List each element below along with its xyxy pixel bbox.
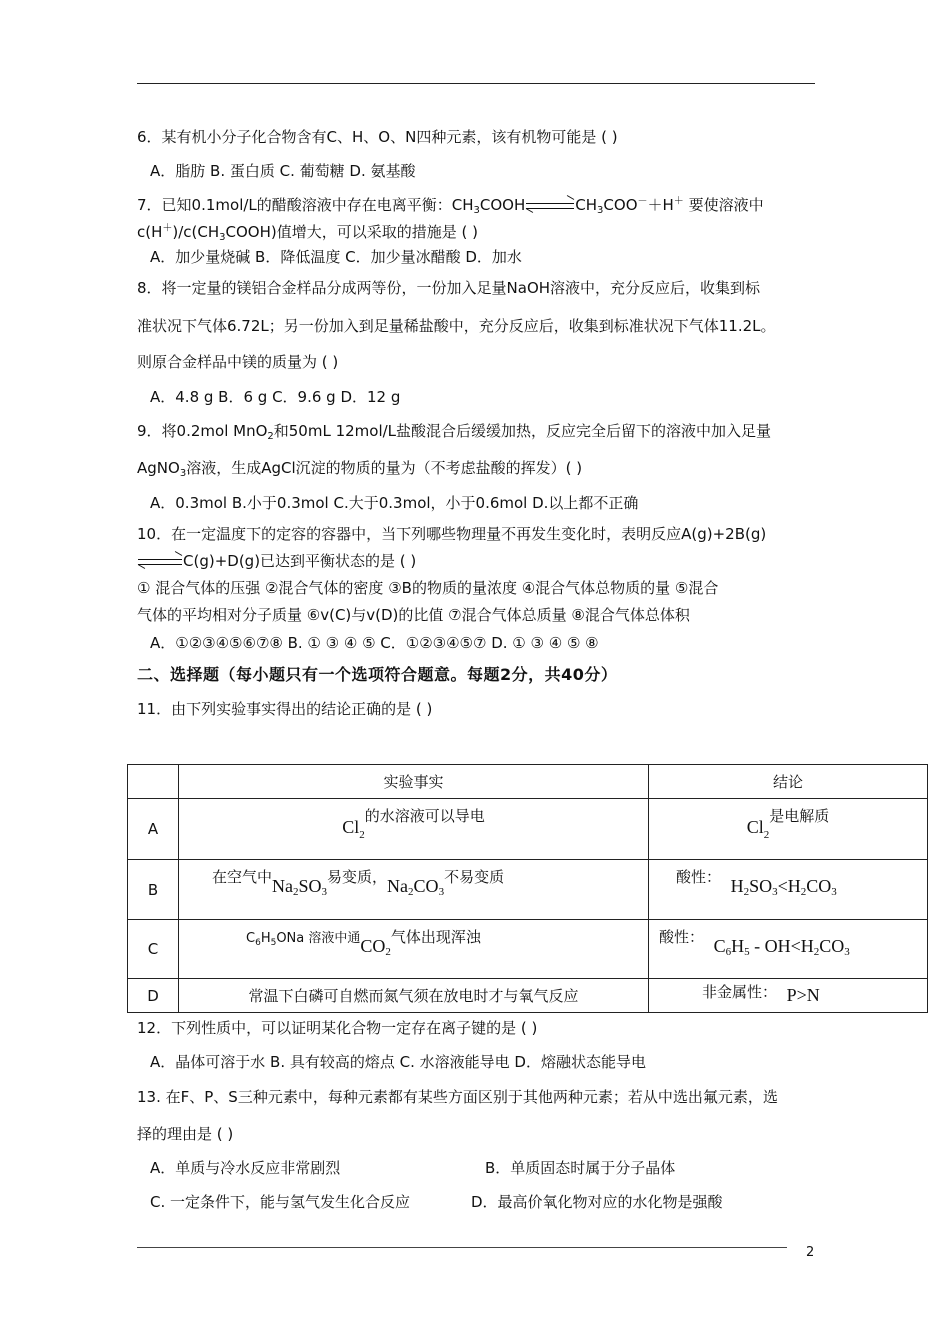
q10-line1: 10．在一定温度下的定容的容器中，当下列哪些物理量不再发生变化时，表明反应A(g)+2B(g) <box>137 525 767 543</box>
q10-line2: C(g)+D(g)已达到平衡状态的是 ( ) <box>137 551 416 571</box>
q8-line3: 则原合金样品中镁的质量为 ( ) <box>137 353 339 371</box>
q8-line2: 准状况下气体6.72L；另一份加入到足量稀盐酸中，充分反应后，收集到标准状况下气体11.2L。 <box>137 317 776 335</box>
equilibrium-arrow-icon <box>138 557 182 567</box>
q13-option-b: B．单质固态时属于分子晶体 <box>485 1159 676 1177</box>
q11-table <box>127 764 928 1013</box>
q6-stem: 6．某有机小分子化合物含有C、H、O、N四种元素，该有机物可能是 ( ) <box>137 128 618 146</box>
q7-stem: 7．已知0.1mol/L的醋酸溶液中存在电离平衡：$CH_3COOH$ $CH_3COO^-+H^+$ 要使溶液中 <box>137 196 764 216</box>
section-heading: 二、选择题（每小题只有一个选项符合题意。每题2分，共40分） <box>137 665 618 684</box>
table-row <box>128 920 928 979</box>
q13-line1: 13. 在F、P、S三种元素中，每种元素都有某些方面区别于其他两种元素；若从中选出氟元素，选 <box>137 1088 778 1106</box>
row-a-fact: $Cl_2$的水溶液可以导电 <box>179 799 649 860</box>
q13-option-a: A．单质与冷水反应非常剧烈 <box>150 1159 341 1177</box>
header-conclusion: 结论 <box>649 765 928 799</box>
q13-line2: 择的理由是 ( ) <box>137 1125 234 1143</box>
page-number: 2 <box>806 1245 815 1260</box>
q10-options: A．①②③④⑤⑥⑦⑧ B. ① ③ ④ ⑤ C．①②③④⑤⑦ D. ① ③ ④ ⑤ ⑧ <box>150 634 599 652</box>
q9-line1: 9．将0.2mol MnO$_2$和50mL 12mol/L盐酸混合后缓缓加热，反应完全后留下的溶液中加入足量 <box>137 422 772 442</box>
q7-options: A．加少量烧碱 B．降低温度 C．加少量冰醋酸 D．加水 <box>150 248 522 266</box>
table-corner-cell <box>128 765 179 799</box>
row-a-conclusion: $Cl_2$是电解质 <box>649 799 928 860</box>
row-b-conclusion: 酸性： $H_2SO_3<H_2CO_3$ <box>649 860 928 920</box>
row-b-fact: 在空气中$Na_2SO_3$易变质，$Na_2CO_3$不易变质 <box>179 860 649 920</box>
header-rule <box>137 83 815 84</box>
q8-options: A．4.8 g B．6 g C．9.6 g D．12 g <box>150 388 401 406</box>
q12-stem: 12．下列性质中，可以证明某化合物一定存在离子键的是 ( ) <box>137 1019 538 1037</box>
row-label: A <box>128 799 179 860</box>
row-c-fact: $C_6H_5ONa$ 溶液中通$CO_2$气体出现浑浊 <box>179 920 649 979</box>
q11-stem: 11．由下列实验事实得出的结论正确的是 ( ) <box>137 700 433 718</box>
q8-line1: 8．将一定量的镁铝合金样品分成两等份，一份加入足量NaOH溶液中，充分反应后，收集到标 <box>137 279 761 297</box>
q12-options: A．晶体可溶于水 B. 具有较高的熔点 C. 水溶液能导电 D．熔融状态能导电 <box>150 1053 646 1071</box>
q10-line4: 气体的平均相对分子质量 ⑥v(C)与v(D)的比值 ⑦混合气体总质量 ⑧混合气体总体积 <box>137 606 690 624</box>
row-c-conclusion: 酸性： $C_6H_5 - OH<H_2CO_3$ <box>649 920 928 979</box>
row-label: B <box>128 860 179 920</box>
q13-option-d: D．最高价氧化物对应的水化物是强酸 <box>471 1193 723 1211</box>
footer-rule <box>137 1247 787 1248</box>
row-label: C <box>128 920 179 979</box>
q10-line3: ① 混合气体的压强 ②混合气体的密度 ③B的物质的量浓度 ④混合气体总物质的量 ⑤混合 <box>137 579 719 597</box>
q6-options: A．脂肪 B. 蛋白质 C. 葡萄糖 D. 氨基酸 <box>150 162 416 180</box>
q9-line2: AgNO$_3$溶液，生成AgCl沉淀的物质的量为（不考虑盐酸的挥发）( ) <box>137 459 583 479</box>
row-d-conclusion: 非金属性： P>N <box>649 979 928 1013</box>
equilibrium-arrow-icon <box>526 201 574 211</box>
table-row <box>128 860 928 920</box>
table-row <box>128 979 928 1013</box>
header-fact: 实验事实 <box>179 765 649 799</box>
q9-options: A．0.3mol B.小于0.3mol C.大于0.3mol，小于0.6mol D.以上都不正确 <box>150 494 639 512</box>
table-row <box>128 799 928 860</box>
q7-stem-line2: $c(H^+)/c(CH_3COOH)$值增大，可以采取的措施是 ( ) <box>137 223 478 243</box>
row-d-fact: 常温下白磷可自燃而氮气须在放电时才与氧气反应 <box>179 979 649 1013</box>
q13-option-c: C. 一定条件下，能与氢气发生化合反应 <box>150 1193 411 1211</box>
row-label: D <box>128 979 179 1013</box>
table-header-row <box>128 765 928 799</box>
